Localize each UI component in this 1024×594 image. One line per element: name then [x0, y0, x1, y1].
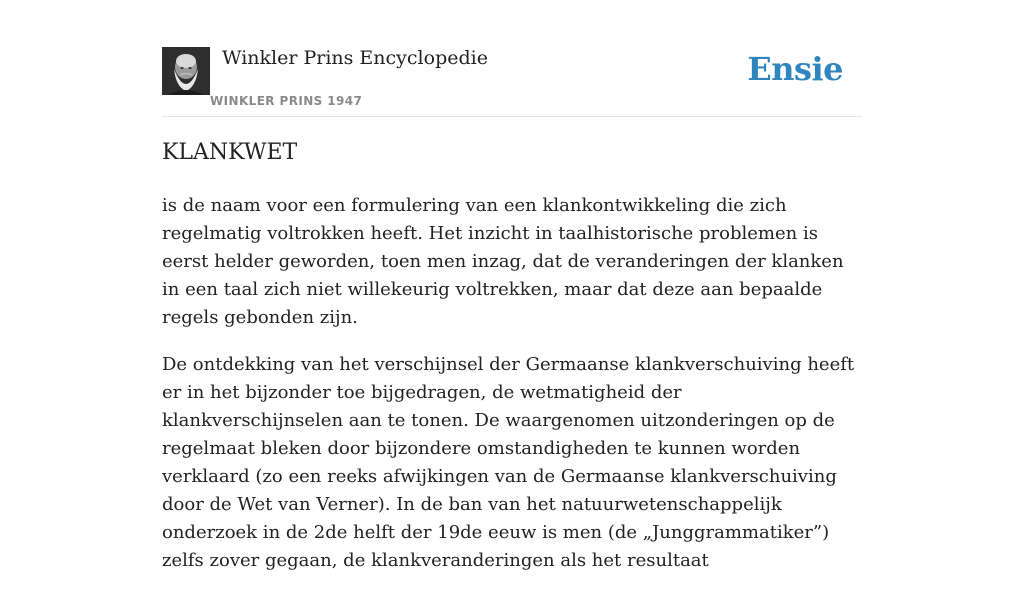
ensie-logo-link[interactable]: Ensie	[747, 50, 843, 88]
author-avatar[interactable]	[162, 47, 210, 95]
source-header	[162, 44, 862, 117]
bearded-man-portrait-icon	[162, 47, 210, 95]
article-paragraph: De ontdekking van het verschijnsel der Germaanse klankverschuiving heeft er in het bijzonder toe bijgedragen, de wetmatigheid der klankverschijnselen aan te tonen. De waargenomen uitzonderingen op de regelmaat bleken door bijzondere omstandigheden te kunnen worden verklaard (zo een reeks afwijkingen van de Germaanse klankverschuiving door de Wet van Verner). In de ban van het natuurwetenschappelijk onderzoek in de 2de helft der 19de eeuw is men (de „Junggrammatiker”) zelfs zover gegaan, de klankveranderingen als het resultaat	[162, 354, 855, 571]
article-title: KLANKWET	[162, 140, 298, 165]
source-title-link[interactable]: Winkler Prins Encyclopedie	[222, 47, 488, 69]
source-edition-label: WINKLER PRINS 1947	[210, 94, 363, 108]
article-body	[162, 192, 862, 594]
article-paragraph: is de naam voor een formulering van een klankontwikkeling die zich regelmatig voltrokken heeft. Het inzicht in taalhistorische problemen is eerst helder geworden, toen men inzag, dat de veranderingen der klanken in een taal zich niet willekeurig voltrekken, maar dat deze aan bepaalde regels gebonden zijn.	[162, 195, 844, 328]
